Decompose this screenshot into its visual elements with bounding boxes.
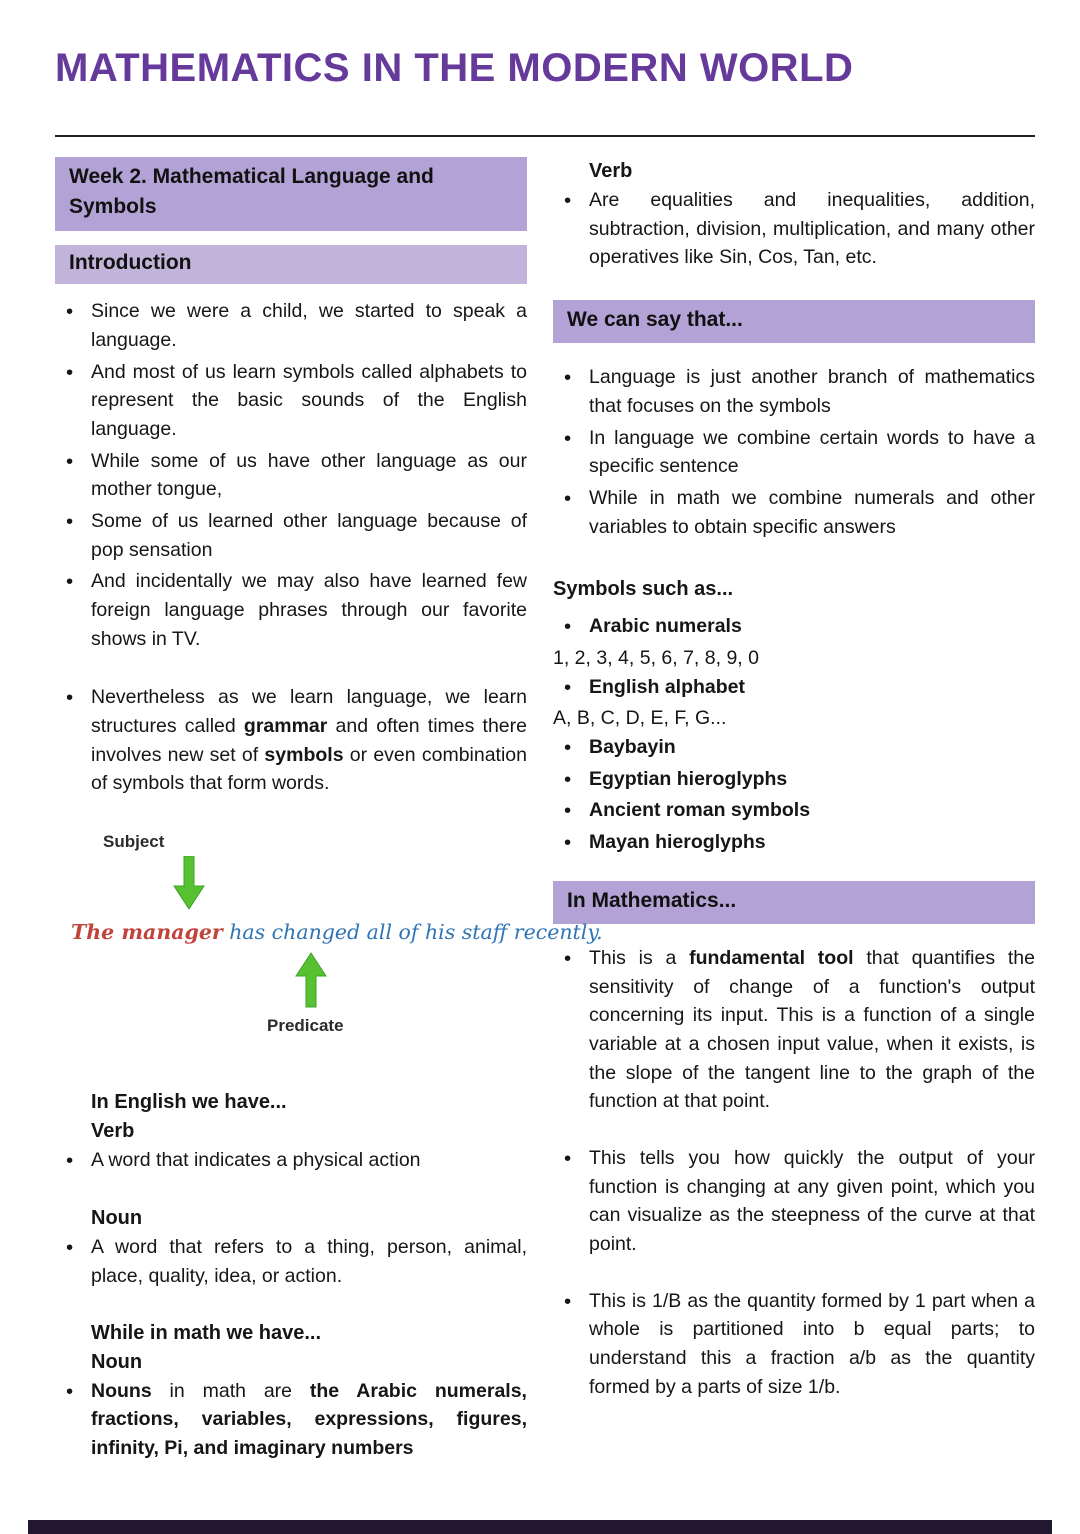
symbols-such-as-heading: Symbols such as...: [553, 578, 734, 601]
two-column-layout: [55, 157, 1035, 1466]
noun-heading: Noun: [91, 1207, 143, 1230]
down-arrow-icon: [173, 856, 205, 910]
symbol-item: [553, 796, 1035, 825]
symbols-list: [553, 612, 1035, 856]
in-mathematics-bullets: [553, 944, 1035, 1401]
bullet-item: • This tells you how quickly the output of your function is changing at any given point, which you can visualize as the steepness of the curve at that point.: [553, 1144, 1035, 1259]
predicate-phrase: has changed all of his staff recently.: [222, 919, 603, 944]
bullet-item: • This is 1/B as the quantity formed by 1 part when a whole is partitioned into b equal parts; to understand this a fraction a/b as the quantity formed by a parts of size 1/b.: [553, 1287, 1035, 1402]
page-title: MATHEMATICS IN THE MODERN WORLD: [55, 46, 854, 90]
cutoff-heading-bar: [28, 1520, 1052, 1534]
predicate-label: Predicate: [267, 1015, 344, 1035]
bullet-item-math-nouns: [55, 1377, 527, 1463]
bullet-item: • Some of us learned other language because of pop sensation: [55, 507, 527, 564]
bullet-item: • A word that indicates a physical action: [55, 1146, 527, 1175]
bold-term: fundamental tool: [689, 947, 854, 970]
text-run: This is a: [589, 947, 690, 970]
symbol-examples: A, B, C, D, E, F, G...: [553, 707, 727, 730]
text-run: in math are: [151, 1379, 310, 1402]
bold-term: the Arabic numerals, fractions, variables, expressions, figures, infinity, Pi, and imaginary numbers: [91, 1379, 527, 1460]
while-in-math-heading: While in math we have...: [91, 1321, 322, 1344]
example-sentence: [71, 920, 603, 944]
verb-heading-right: Verb: [589, 160, 633, 182]
text-run: Nevertheless as we learn language, we learn structures called: [91, 686, 527, 737]
bold-term: English alphabet: [589, 675, 746, 698]
subject-label: Subject: [103, 831, 165, 851]
symbol-item: [553, 828, 1035, 857]
symbol-item: [553, 765, 1035, 794]
text-run: and often times there involves new set of: [91, 714, 527, 766]
math-noun-heading: Noun: [91, 1350, 143, 1373]
symbol-item: [553, 673, 1035, 702]
symbol-item: [553, 733, 1035, 762]
bold-term: Ancient roman symbols: [589, 799, 811, 822]
bold-term: grammar: [243, 714, 328, 737]
bold-term: Nouns: [91, 1379, 152, 1402]
bold-term: Egyptian hieroglyphs: [589, 767, 788, 790]
introduction-heading: Introduction: [55, 245, 527, 284]
right-column: [553, 157, 1035, 1466]
bold-term: Arabic numerals: [589, 615, 742, 638]
verb-heading: Verb: [91, 1119, 135, 1142]
bullet-item: • While in math we combine numerals and other variables to obtain specific answers: [553, 484, 1035, 541]
bullet-item-fundamental-tool: [553, 944, 1035, 1116]
up-arrow-icon: [295, 952, 327, 1008]
bold-term: Baybayin: [589, 735, 676, 758]
in-mathematics-heading: In Mathematics...: [553, 881, 1035, 924]
left-column: [55, 157, 603, 1466]
bold-term: symbols: [264, 743, 344, 766]
text-run: or even combination of symbols that form words.: [91, 743, 528, 795]
introduction-bullets: [55, 297, 527, 798]
symbol-examples: 1, 2, 3, 4, 5, 6, 7, 8, 9, 0: [553, 647, 759, 669]
bullet-item: • A word that refers to a thing, person, animal, place, quality, idea, or action.: [55, 1233, 527, 1290]
in-english-heading: In English we have...: [91, 1090, 287, 1113]
bullet-item: • Are equalities and inequalities, addition, subtraction, division, multiplication, and many other operatives like Sin, Cos, Tan, etc.: [553, 186, 1035, 272]
bold-term: Mayan hieroglyphs: [589, 830, 766, 853]
bullet-item: • And most of us learn symbols called alphabets to represent the basic sounds of the English language.: [55, 358, 527, 444]
bullet-item: • And incidentally we may also have learned few foreign language phrases through our favorite shows in TV.: [55, 567, 527, 653]
bullet-item: • Since we were a child, we started to speak a language.: [55, 297, 527, 354]
divider: [55, 135, 1035, 137]
bullet-item: • While some of us have other language as our mother tongue,: [55, 447, 527, 504]
subject-predicate-diagram: [55, 831, 603, 1048]
bullet-item: • Language is just another branch of mathematics that focuses on the symbols: [553, 363, 1035, 420]
bullet-item-grammar: [55, 683, 527, 798]
we-can-say-heading: We can say that...: [553, 300, 1035, 343]
bullet-item: • In language we combine certain words to have a specific sentence: [553, 424, 1035, 481]
text-run: that quantifies the sensitivity of change of a function's output concerning its input. This is a function of a single variable at a chosen input value, when it exists, is the slope of the tangent line to the graph of the function at that point.: [589, 947, 1035, 1113]
symbol-item: [553, 612, 1035, 641]
week-heading: Week 2. Mathematical Language and Symbols: [55, 157, 527, 231]
subject-phrase: The manager: [71, 919, 223, 944]
we-can-say-bullets: [553, 363, 1035, 541]
